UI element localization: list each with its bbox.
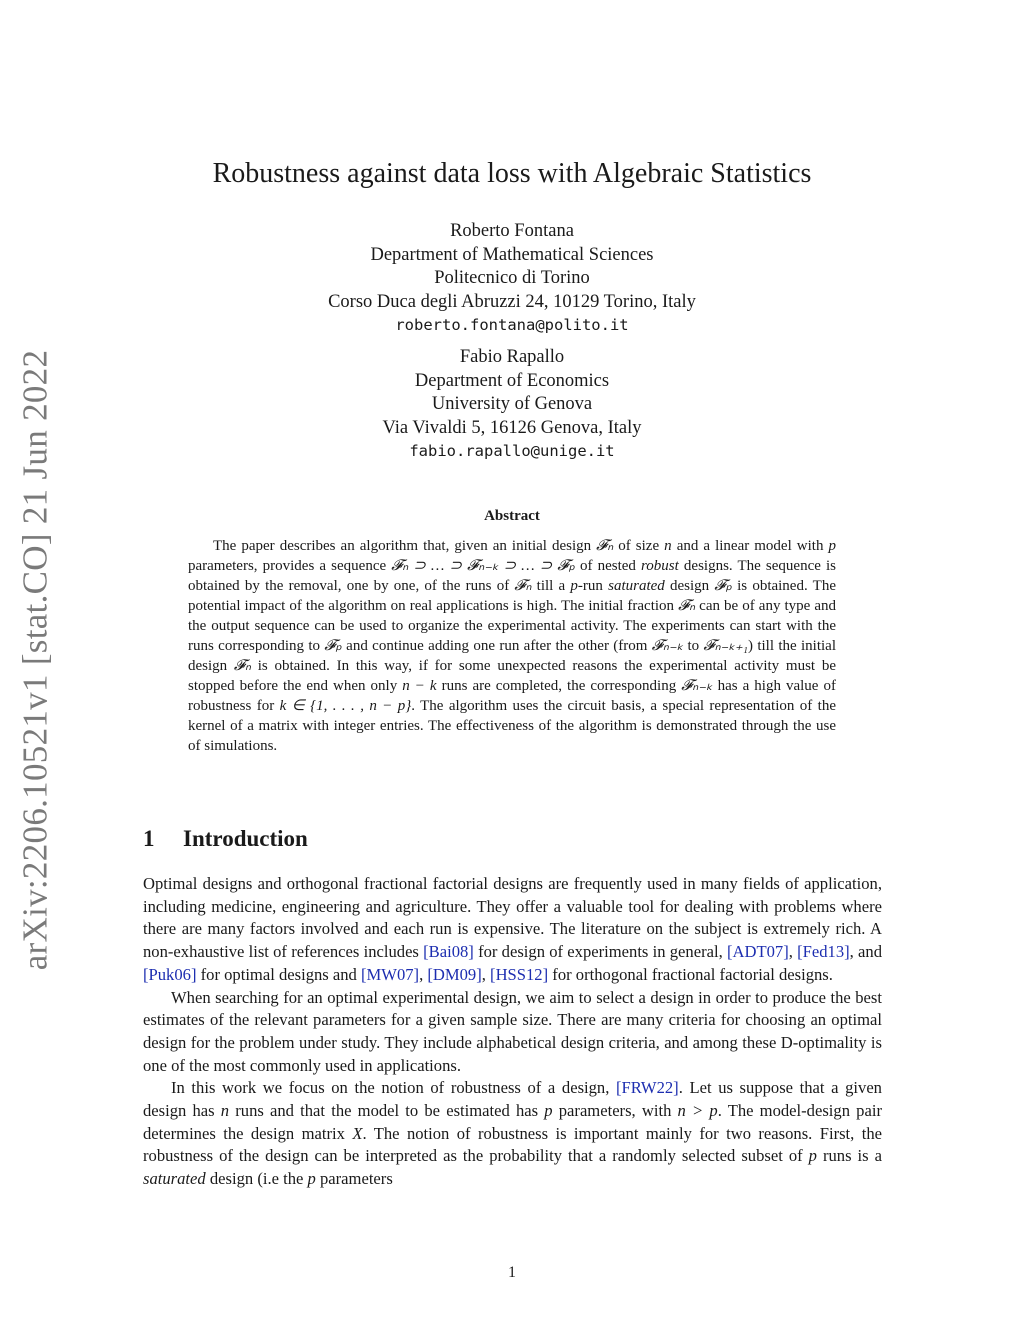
text-fragment: Optimal designs and orthogonal fractional factorial designs are frequently used in many fields of application, including medicine, engineering and agriculture. They offer a valuable tool for dealing with problems where there are many factors involved and each run is expensive. The literature on the subject is extremely rich. A non-exhaustive list of references includes: [143, 874, 882, 962]
math-p: p: [828, 538, 836, 554]
math-p: p: [307, 1169, 316, 1189]
paragraph-3: [143, 1077, 882, 1191]
text-fragment: runs is a: [816, 1146, 882, 1166]
emphasis-saturated: saturated: [608, 578, 665, 594]
section-title: Introduction: [183, 826, 308, 851]
text-fragment: . Let us suppose that a given design has: [143, 1078, 882, 1121]
math-k-set: k ∈ {1, . . . , n − p}: [279, 698, 412, 714]
math-fnk1: 𝓕ₙ₋ₖ₊₁: [703, 638, 748, 654]
author-name: Fabio Rapallo: [459, 347, 565, 367]
citation-link[interactable]: [ADT07]: [726, 942, 789, 962]
text-fragment: design (i.e the: [205, 1169, 308, 1189]
author-institution: Politecnico di Torino: [434, 268, 590, 288]
abstract-fragment: till a: [531, 578, 571, 594]
citation-link[interactable]: [Fed13]: [797, 942, 850, 962]
author-block-1: [0, 220, 1024, 338]
author-address: Via Vivaldi 5, 16126 Genova, Italy: [382, 417, 642, 438]
abstract-fragment: of nested: [574, 558, 642, 574]
math-n-gt-p: n > p: [677, 1101, 718, 1121]
paragraph-1: [143, 873, 882, 987]
abstract-fragment: design: [664, 578, 715, 594]
section-number: 1: [143, 826, 155, 851]
abstract-fragment: of size: [613, 538, 665, 554]
text-fragment: parameters, with: [552, 1101, 678, 1121]
citation-link[interactable]: [Puk06]: [143, 964, 197, 984]
text-fragment: runs and that the model to be estimated has: [229, 1101, 545, 1121]
abstract-fragment: . The algorithm uses the circuit basis, a special representation of the kernel of a matrix with integer entries. The effectiveness of the algorithm is demonstrated through the use of simulations.: [188, 698, 836, 754]
text-fragment: . The notion of robustness is important mainly for two reasons. First, the robustness of the design can be interpreted as the probability that a randomly selected subset of: [143, 1123, 882, 1166]
math-fn: 𝓕ₙ: [514, 578, 532, 594]
math-p: p: [808, 1146, 817, 1166]
abstract-fragment: and a linear model with: [671, 538, 829, 554]
text-fragment: for optimal designs and: [196, 964, 361, 984]
abstract-fragment: runs are completed, the corresponding: [436, 678, 682, 694]
citation-link[interactable]: [HSS12]: [490, 964, 549, 984]
abstract-heading: Abstract: [484, 508, 540, 524]
math-p: p: [570, 578, 578, 594]
abstract-fragment: The paper describes an algorithm that, given an initial design: [213, 538, 597, 554]
math-p: p: [544, 1101, 553, 1121]
math-fnk: 𝓕ₙ₋ₖ: [681, 678, 713, 694]
text-fragment: ,: [419, 964, 428, 984]
math-n: n: [664, 538, 672, 554]
abstract-fragment: parameters, provides a sequence: [188, 558, 392, 574]
math-fp: 𝓕ₚ: [714, 578, 732, 594]
text-fragment: for orthogonal fractional factorial designs.: [548, 964, 833, 984]
math-fn: 𝓕ₙ: [678, 598, 696, 614]
abstract-fragment: -run: [577, 578, 609, 594]
section-heading: [143, 826, 308, 852]
author-name: Roberto Fontana: [450, 221, 574, 241]
author-block-2: [0, 346, 1024, 464]
math-fn: 𝓕ₙ: [596, 538, 614, 554]
math-n: n: [220, 1101, 230, 1121]
abstract-fragment: and continue adding one run after the other (from: [341, 638, 652, 654]
author-email[interactable]: roberto.fontana@polito.it: [395, 316, 629, 334]
abstract-fragment: is obtained. In this way, if for some unexpected reasons the experimental activity must be stopped before the end when only: [188, 658, 837, 694]
citation-link[interactable]: [FRW22]: [616, 1078, 679, 1098]
math-fp: 𝓕ₚ: [324, 638, 342, 654]
math-sequence: 𝓕ₙ ⊃ … ⊃ 𝓕ₙ₋ₖ ⊃ … ⊃ 𝓕ₚ: [391, 558, 575, 574]
math-x: X: [352, 1123, 363, 1143]
text-fragment: ,: [481, 964, 491, 984]
author-department: Department of Mathematical Sciences: [370, 244, 654, 265]
paragraph-2: When searching for an optimal experimental design, we aim to select a design in order to produce the best estimates of the relevant parameters for a given sample size. There are many criteria for choosing an optimal design for the problem under study. They include alphabetical design criteria, and among these D-optimality is one of the most commonly used in applications.: [143, 987, 882, 1075]
author-email[interactable]: fabio.rapallo@unige.it: [409, 442, 615, 460]
abstract-text: [188, 536, 836, 756]
math-fnk: 𝓕ₙ₋ₖ: [651, 638, 684, 654]
author-institution: University of Genova: [431, 394, 593, 414]
emphasis-saturated: saturated: [143, 1169, 206, 1189]
author-address: Corso Duca degli Abruzzi 24, 10129 Torino, Italy: [328, 291, 696, 312]
text-fragment: , and: [849, 942, 883, 962]
abstract-fragment: designs. The sequence is obtained by the removal, one by one, of the runs of: [188, 558, 836, 594]
emphasis-robust: robust: [641, 558, 679, 574]
text-fragment: ,: [788, 942, 798, 962]
abstract-fragment: to: [683, 638, 704, 654]
math-n-minus-k: n − k: [402, 678, 437, 694]
abstract-fragment: is obtained. The potential impact of the algorithm on real applications is high. The initial fraction: [188, 578, 836, 614]
citation-link[interactable]: [Bai08]: [423, 942, 474, 962]
paper-title: Robustness against data loss with Algebraic Statistics: [212, 158, 812, 189]
math-fn: 𝓕ₙ: [233, 658, 251, 674]
page-number: 1: [508, 1264, 516, 1281]
abstract-fragment: has a high value of robustness for: [188, 678, 836, 714]
abstract-fragment: ) till the initial design: [188, 638, 837, 674]
citation-link[interactable]: [MW07]: [361, 964, 420, 984]
author-department: Department of Economics: [414, 370, 610, 391]
arxiv-stamp-text: arXiv:2206.10521v1 [stat.CO] 21 Jun 2022: [15, 349, 55, 971]
text-fragment: for design of experiments in general,: [473, 942, 727, 962]
citation-link[interactable]: [DM09]: [427, 964, 482, 984]
abstract-fragment: can be of any type and the output sequence can be used to organize the experimental activity. The experiments can start with the runs corresponding to: [188, 598, 837, 654]
text-fragment: . The model-design pair determines the design matrix: [143, 1101, 882, 1143]
text-fragment: In this work we focus on the notion of robustness of a design,: [171, 1078, 616, 1098]
text-fragment: parameters: [315, 1169, 393, 1189]
introduction-body: [143, 873, 882, 1191]
